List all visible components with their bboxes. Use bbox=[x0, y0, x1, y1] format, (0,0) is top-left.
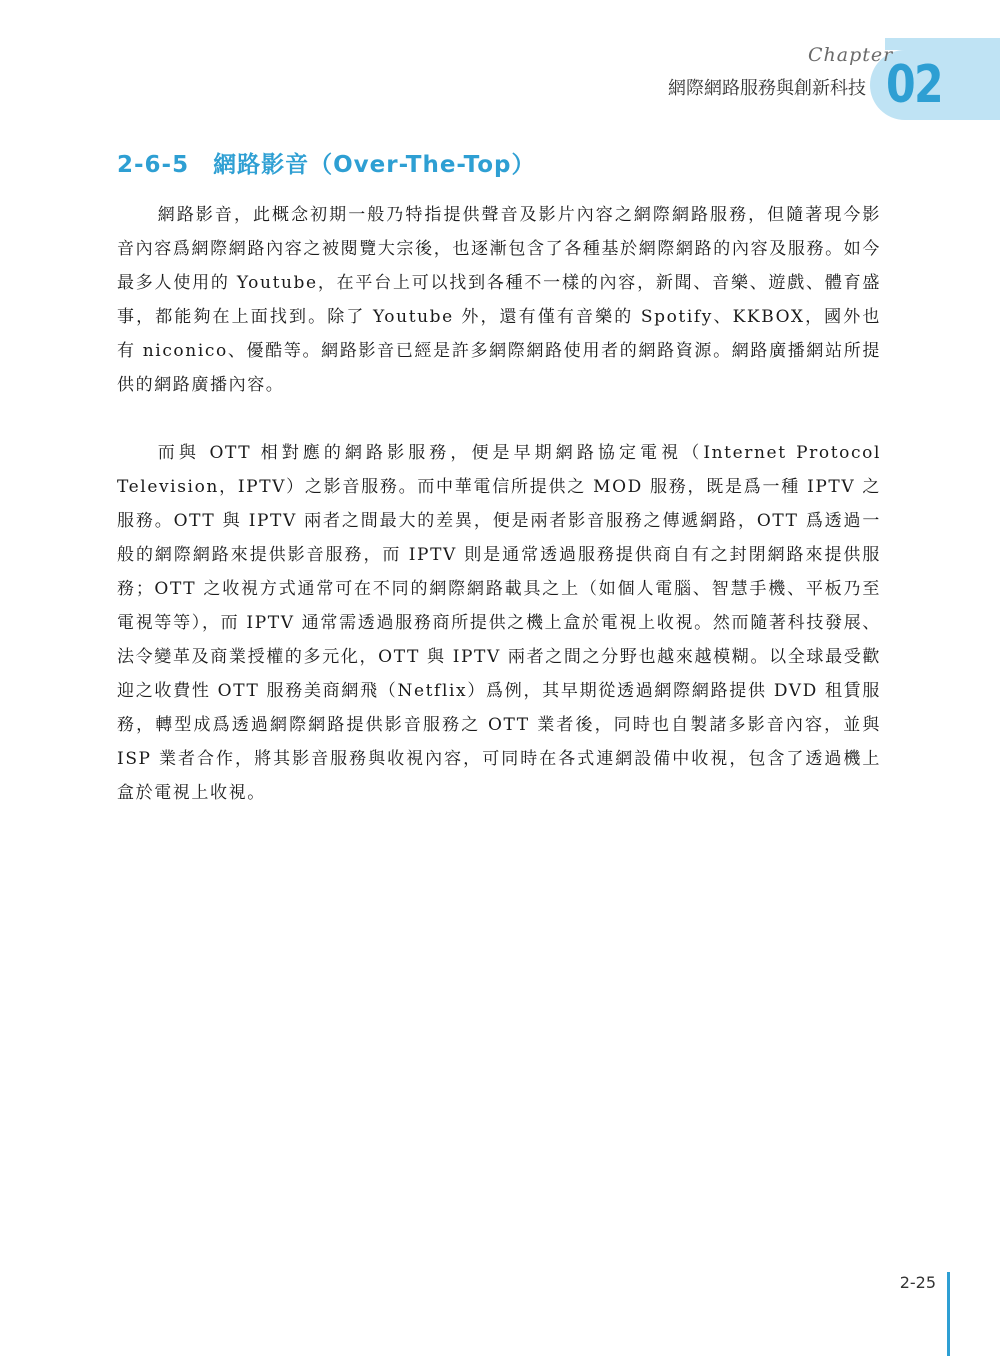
chapter-number: 02 bbox=[885, 55, 943, 115]
page-number: 2-25 bbox=[899, 1273, 936, 1292]
paragraph-web-video: 網路影音，此概念初期一般乃特指提供聲音及影片內容之網際網路服務，但隨著現今影音內容爲網際網路內容之被閱覽大宗後，也逐漸包含了各種基於網際網路的內容及服務。如今最多人使用的 Youtube，在平台上可以找到各種不一樣的內容，新聞、音樂、遊戲、體育盛事，都能夠在上面找到。除了 Youtube 外，還有僅有音樂的 Spotify、KKBOX，國外也有 niconico、優酷等。網路影音已經是許多網際網路使用者的網路資源。網路廣播網站所提供的網路廣播內容。 bbox=[117, 205, 881, 395]
paragraph-ott-iptv: 而與 OTT 相對應的網路影服務，便是早期網路協定電視（Internet Protocol Television，IPTV）之影音服務。而中華電信所提供之 MOD 服務，既是爲一種 IPTV 之服務。OTT 與 IPTV 兩者之間最大的差異，便是兩者影音服務之傳遞網路，OTT 爲透過一般的網際網路來提供影音服務，而 IPTV 則是通常透過服務提供商自有之封閉網路來提供服務；OTT 之收視方式通常可在不同的網際網路載具之上（如個人電腦、智慧手機、平板乃至電視等等），而 IPTV 通常需透過服務商所提供之機上盒於電視上收視。然而隨著科技發展、法令變革及商業授權的多元化，OTT 與 IPTV 兩者之間之分野也越來越模糊。以全球最受歡迎之收費性 OTT 服務美商網飛（Netflix）爲例，其早期從透過網際網路提供 DVD 租賃服務，轉型成爲透過網際網路提供影音服務之 OTT 業者後，同時也自製諸多影音內容，並與 ISP 業者合作，將其影音服務與收視內容，可同時在各式連網設備中收視，包含了透過機上盒於電視上收視。 bbox=[117, 443, 881, 803]
chapter-word: Chapter bbox=[808, 44, 894, 66]
section-title: 2-6-5 網路影音（Over-The-Top） bbox=[117, 152, 536, 178]
page-rule bbox=[947, 1272, 950, 1356]
chapter-header bbox=[0, 0, 1000, 130]
chapter-title: 網際網路服務與創新科技 bbox=[668, 78, 866, 99]
header-band bbox=[885, 38, 1000, 50]
